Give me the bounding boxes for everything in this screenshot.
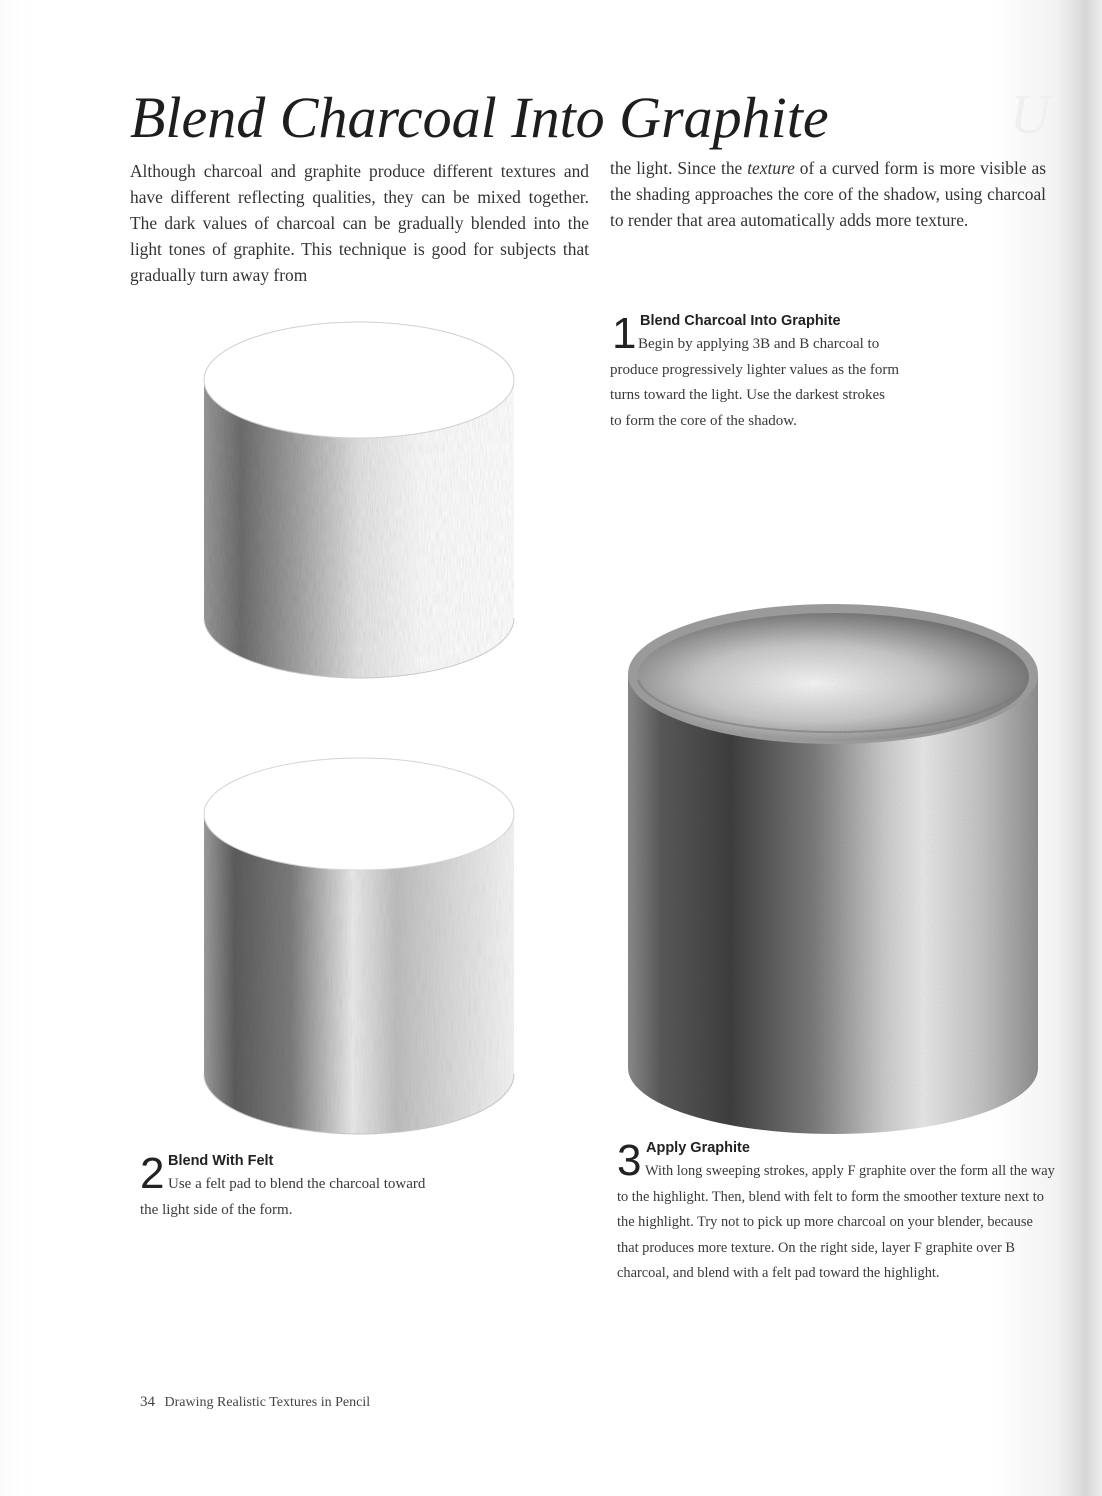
cylinder-illustration-step-2 bbox=[196, 758, 522, 1142]
intro-paragraph-left: Although charcoal and graphite produce different textures and have different reflecting qualities, they can be mixed together. The dark values of charcoal can be gradually blended into the light tones of graphite. This technique is good for subjects that gradually turn away from bbox=[130, 161, 589, 285]
step-3-number: 3 bbox=[617, 1136, 642, 1185]
step-1-heading: Blend Charcoal Into Graphite bbox=[640, 313, 841, 329]
step-2-caption bbox=[140, 1150, 440, 1230]
intro-right-emphasis: texture bbox=[747, 158, 795, 178]
step-1-caption bbox=[610, 310, 900, 470]
page-number: 34 bbox=[140, 1394, 155, 1410]
step-1-number: 1 bbox=[612, 309, 637, 358]
intro-paragraph-right bbox=[610, 155, 1046, 233]
cylinder-illustration-step-1 bbox=[196, 318, 522, 688]
page-footer bbox=[140, 1394, 370, 1411]
facing-page-bleed: U bbox=[1010, 84, 1051, 146]
cylinder-illustration-step-3 bbox=[618, 598, 1048, 1138]
step-1-text: Begin by applying 3B and B charcoal to produce progressively lighter values as the form turns toward the light. Use the darkest strokes to form the core of the shadow. bbox=[610, 336, 900, 429]
step-3-text: With long sweeping strokes, apply F graphite over the form all the way to the highlight. Then, blend with felt to form the smoother texture next to the highlight. Try not to pick up more charcoal on your blender, because that produces more texture. On the right side, layer F graphite over B charcoal, and blend with a felt pad toward the highlight. bbox=[617, 1163, 1055, 1281]
intro-right-before: the light. Since the bbox=[610, 158, 748, 178]
page-title: Blend Charcoal Into Graphite bbox=[130, 85, 829, 150]
step-3-caption bbox=[617, 1137, 1057, 1317]
step-3-heading: Apply Graphite bbox=[646, 1140, 750, 1156]
step-2-number: 2 bbox=[140, 1149, 165, 1198]
step-2-heading: Blend With Felt bbox=[168, 1153, 274, 1169]
step-2-text: Use a felt pad to blend the charcoal toward the light side of the form. bbox=[140, 1176, 426, 1218]
intro-right-after: of a curved form is more visible as the shading approaches the core of the shadow, using charcoal to render that area automatically adds more texture. bbox=[610, 158, 1046, 230]
book-title: Drawing Realistic Textures in Pencil bbox=[164, 1395, 371, 1410]
